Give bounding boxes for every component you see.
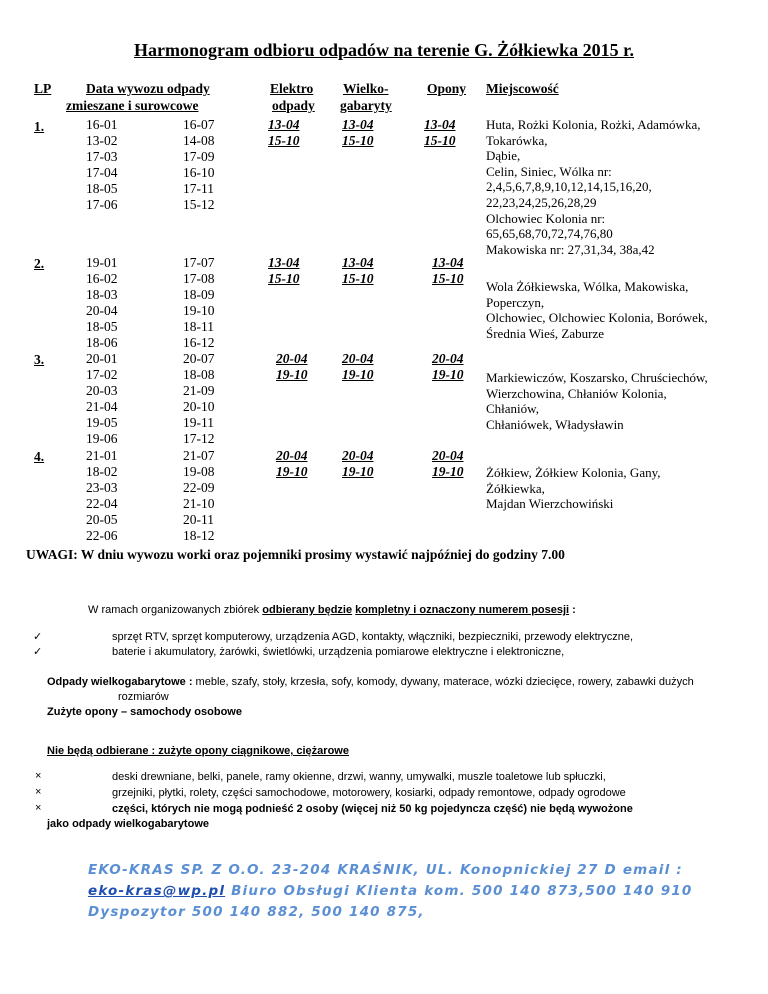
opony-info: Zużyte opony – samochody osobowe [47, 706, 242, 718]
row-2-opony: 13-04 15-10 [432, 255, 464, 287]
row-2-elektro: 13-04 15-10 [268, 255, 300, 287]
row-1-lp: 1. [34, 119, 45, 134]
row-2-dates-col1: 19-01 16-02 18-03 20-04 18-05 18-06 [86, 255, 118, 351]
row-3-lp: 3. [34, 352, 45, 367]
row-4-lp: 4. [34, 449, 45, 464]
cross-item-3: części, których nie mogą podnieść 2 osoby (więcej niż 50 kg pojedyncza część) nie będą wywożone [112, 803, 633, 815]
header-date-line2: zmieszane i surowcowe [66, 98, 199, 113]
wielko-info: Odpady wielkogabarytowe : meble, szafy, stoły, krzesła, sofy, komody, dywany, materace, wózki dziecięce, rowery, zabawki dużych [47, 676, 694, 688]
row-2-lp: 2. [34, 256, 45, 271]
cross-icon: × [35, 770, 42, 782]
row-1-dates-col2: 16-07 14-08 17-09 16-10 17-11 15-12 [183, 117, 215, 213]
row-3-elektro: 20-04 19-10 [276, 351, 308, 383]
row-4-dates-col1: 21-01 18-02 23-03 22-04 20-05 22-06 [86, 448, 118, 544]
header-elektro-line2: odpady [272, 98, 315, 113]
cross-item-1: deski drewniane, belki, panele, ramy okienne, drzwi, wanny, umywalki, muszle toaletowe lub spłuczki, [112, 771, 606, 783]
cross-item-3-cont: jako odpady wielkogabarytowe [47, 818, 209, 830]
row-4-elektro: 20-04 19-10 [276, 448, 308, 480]
header-date-line1: Data wywozu odpady [86, 81, 210, 96]
row-2-wielko: 13-04 15-10 [342, 255, 374, 287]
uwagi-note: UWAGI: W dniu wywozu worki oraz pojemniki prosimy wystawić najpóźniej do godziny 7.00 [26, 547, 565, 562]
info-intro: W ramach organizowanych zbiórek odbierany będzie kompletny i oznaczony numerem posesji : [88, 604, 576, 616]
wielko-info-cont: rozmiarów [118, 691, 169, 703]
header-lp: LP [34, 81, 52, 96]
row-3-dates-col2: 20-07 18-08 21-09 20-10 19-11 17-12 [183, 351, 215, 447]
footer-line-2: eko-kras@wp.pl Biuro Obsługi Klienta kom. 500 140 873,500 140 910 [88, 883, 693, 899]
row-2-miejscowosc: Wola Żółkiewska, Wólka, Makowiska, Poperczyn, Olchowiec, Olchowiec Kolonia, Borówek, Średnia Wieś, Zaburze [486, 279, 708, 341]
footer-line-3: Dyspozytor 500 140 882, 500 140 875, [88, 904, 425, 920]
row-4-miejscowosc: Żółkiew, Żółkiew Kolonia, Gany, Żółkiewka, Majdan Wierzchowiński [486, 465, 661, 512]
row-1-miejscowosc: Huta, Rożki Kolonia, Rożki, Adamówka, Tokarówka, Dąbie, Celin, Siniec, Wólka nr: 2,4,5,6,7,8,9,10,12,14,15,16,20, 22,23,24,25,26,28,29 Olchowiec Kolonia nr: 65,65,68,70,72,74,76,80 Makowiska nr: 27,31,34, 38a,42 [486, 117, 701, 257]
row-1-elektro: 13-04 15-10 [268, 117, 300, 149]
footer-line-1: EKO-KRAS SP. Z O.O. 23-204 KRAŚNIK, UL. Konopnickiej 27 D email : [88, 862, 683, 878]
header-wielko-line2: gabaryty [340, 98, 392, 113]
row-2-dates-col2: 17-07 17-08 18-09 19-10 18-11 16-12 [183, 255, 215, 351]
cross-icon: × [35, 786, 42, 798]
row-4-dates-col2: 21-07 19-08 22-09 21-10 20-11 18-12 [183, 448, 215, 544]
header-wielko-line1: Wielko- [343, 81, 389, 96]
row-3-dates-col1: 20-01 17-02 20-03 21-04 19-05 19-06 [86, 351, 118, 447]
row-3-opony: 20-04 19-10 [432, 351, 464, 383]
row-1-dates-col1: 16-01 13-02 17-03 17-04 18-05 17-06 [86, 117, 118, 213]
row-1-opony: 13-04 15-10 [424, 117, 456, 149]
row-1-wielko: 13-04 15-10 [342, 117, 374, 149]
page-title: Harmonogram odbioru odpadów na terenie G. Żółkiewka 2015 r. [133, 40, 635, 60]
row-4-wielko: 20-04 19-10 [342, 448, 374, 480]
header-elektro-line1: Elektro [270, 81, 314, 96]
check-item-1: sprzęt RTV, sprzęt komputerowy, urządzenia AGD, kontakty, włączniki, bezpieczniki, przewody elektryczne, [112, 631, 634, 643]
row-4-opony: 20-04 19-10 [432, 448, 464, 480]
nie-odbierane-heading: Nie będą odbierane : zużyte opony ciągnikowe, ciężarowe [47, 745, 349, 757]
row-3-miejscowosc: Markiewiczów, Koszarsko, Chruściechów, Wierzchowina, Chłaniów Kolonia, Chłaniów, Chłaniówek, Władysławin [486, 370, 708, 432]
header-miejscowosc: Miejscowość [486, 81, 559, 96]
check-item-2: baterie i akumulatory, żarówki, świetlówki, urządzenia pomiarowe elektryczne i elektroniczne, [112, 646, 565, 658]
cross-icon: × [35, 802, 42, 814]
row-3-wielko: 20-04 19-10 [342, 351, 374, 383]
check-icon: ✓ [33, 631, 43, 643]
email-link[interactable]: eko-kras@wp.pl [88, 883, 226, 899]
cross-item-2: grzejniki, płytki, rolety, części samochodowe, motorowery, kosiarki, odpady remontowe, odpady ogrodowe [112, 787, 626, 799]
check-icon: ✓ [33, 646, 43, 658]
header-opony: Opony [427, 81, 467, 96]
